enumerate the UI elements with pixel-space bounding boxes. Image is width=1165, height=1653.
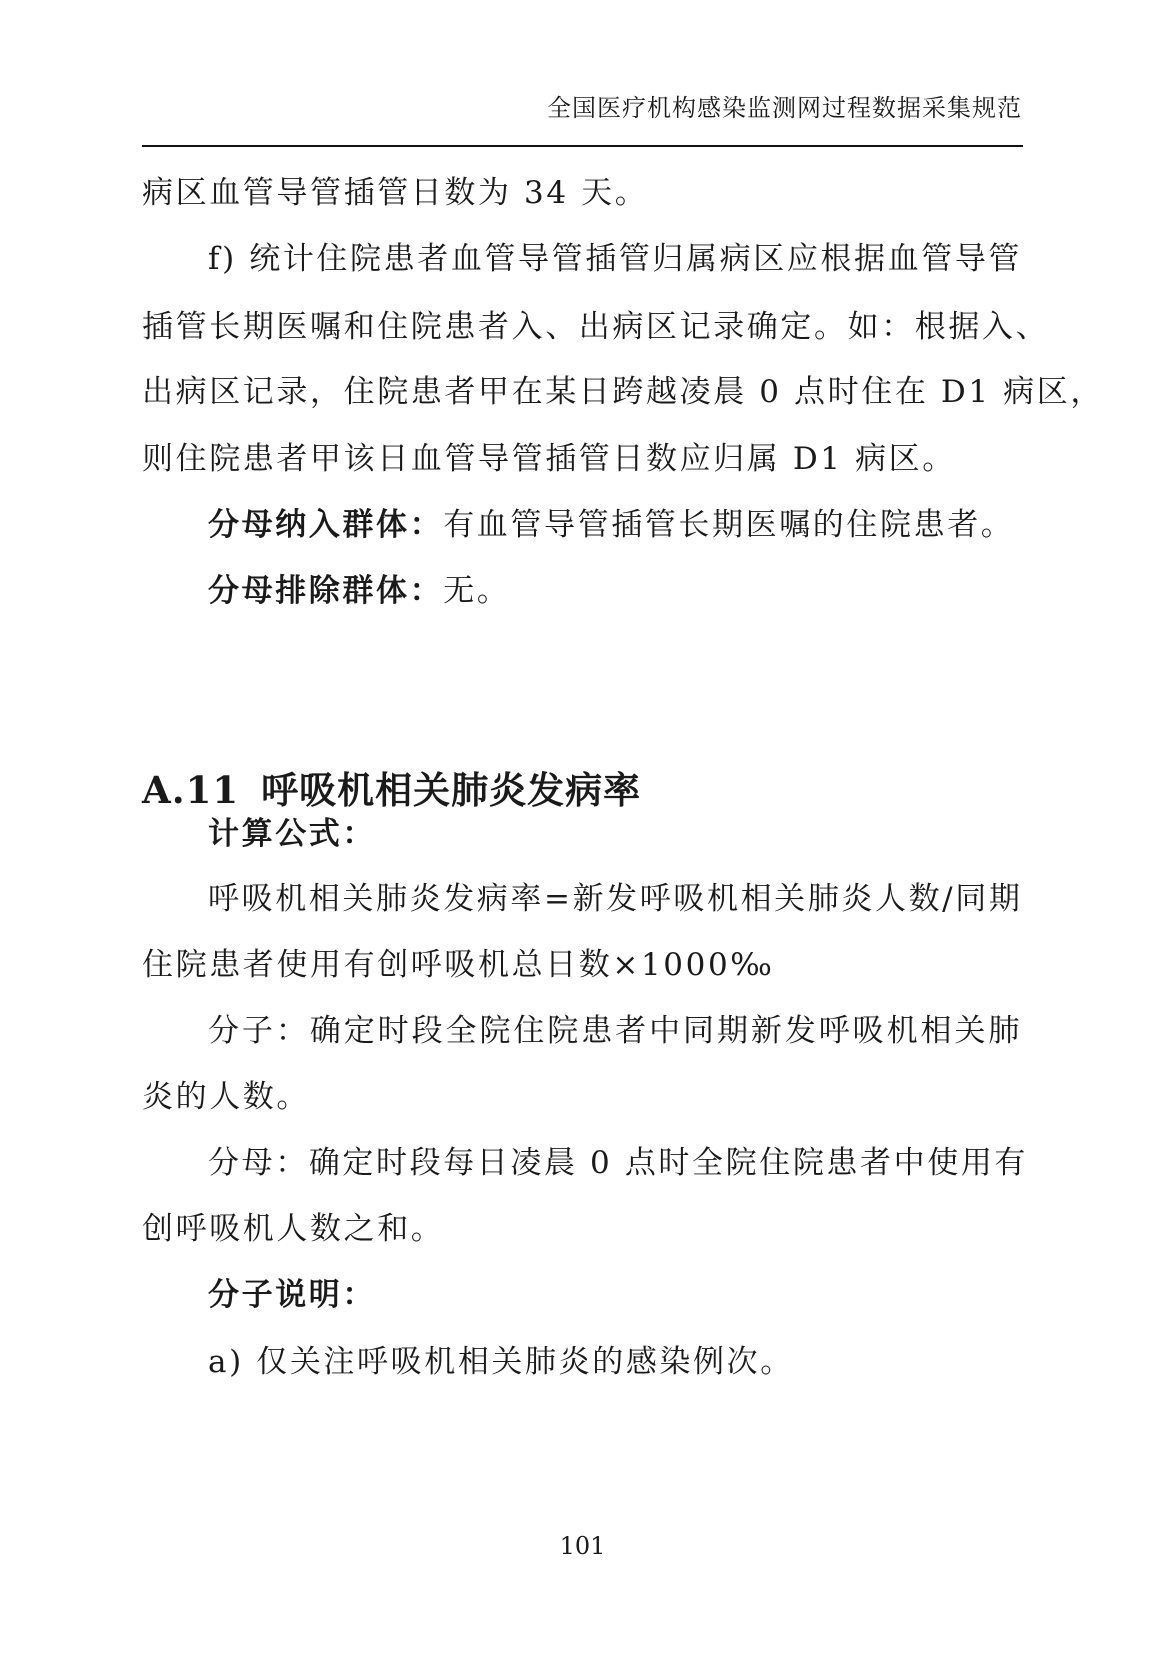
paragraph-line: 病区血管导管插管日数为 34 天。 (142, 175, 649, 211)
formula-line: 呼吸机相关肺炎发病率=新发呼吸机相关肺炎人数/同期 (208, 881, 1023, 917)
paragraph-line: 插管长期医嘱和住院患者入、出病区记录确定。如：根据入、 (142, 309, 1050, 345)
denominator-line: 分母：确定时段每日凌晨 0 点时全院住院患者中使用有 (208, 1145, 1029, 1181)
section-title: 呼吸机相关肺炎发病率 (261, 768, 642, 812)
denominator-exclusion (208, 569, 1022, 613)
paragraph-line: 则住院患者甲该日血管导管插管日数应归属 D1 病区。 (142, 441, 956, 477)
note-item: a) 仅关注呼吸机相关肺炎的感染例次。 (208, 1344, 794, 1380)
exclusion-label: 分母排除群体： (208, 573, 444, 609)
page-number: 101 (559, 1532, 606, 1560)
formula-heading: 计算公式： (208, 816, 376, 852)
header-rule (142, 145, 1023, 147)
denominator-line: 创呼吸机人数之和。 (142, 1211, 445, 1247)
numerator-line: 分子：确定时段全院住院患者中同期新发呼吸机相关肺 (208, 1013, 1022, 1049)
numerator-notes-heading: 分子说明： (208, 1277, 376, 1313)
running-header: 全国医疗机构感染监测网过程数据采集规范 (547, 94, 1022, 122)
section-number: A.11 (142, 768, 240, 812)
exclusion-text: 无。 (443, 573, 511, 609)
numerator-line: 炎的人数。 (142, 1079, 310, 1115)
paragraph-line: 出病区记录，住院患者甲在某日跨越凌晨 0 点时住在 D1 病区， (142, 374, 1104, 410)
formula-line: 住院患者使用有创呼吸机总日数×1000‰ (142, 947, 775, 983)
inclusion-label: 分母纳入群体： (208, 507, 444, 543)
section-heading (142, 764, 641, 816)
paragraph-line: f) 统计住院患者血管导管插管归属病区应根据血管导管 (208, 241, 1023, 277)
denominator-inclusion (208, 503, 1022, 547)
inclusion-text: 有血管导管插管长期医嘱的住院患者。 (443, 507, 1015, 543)
